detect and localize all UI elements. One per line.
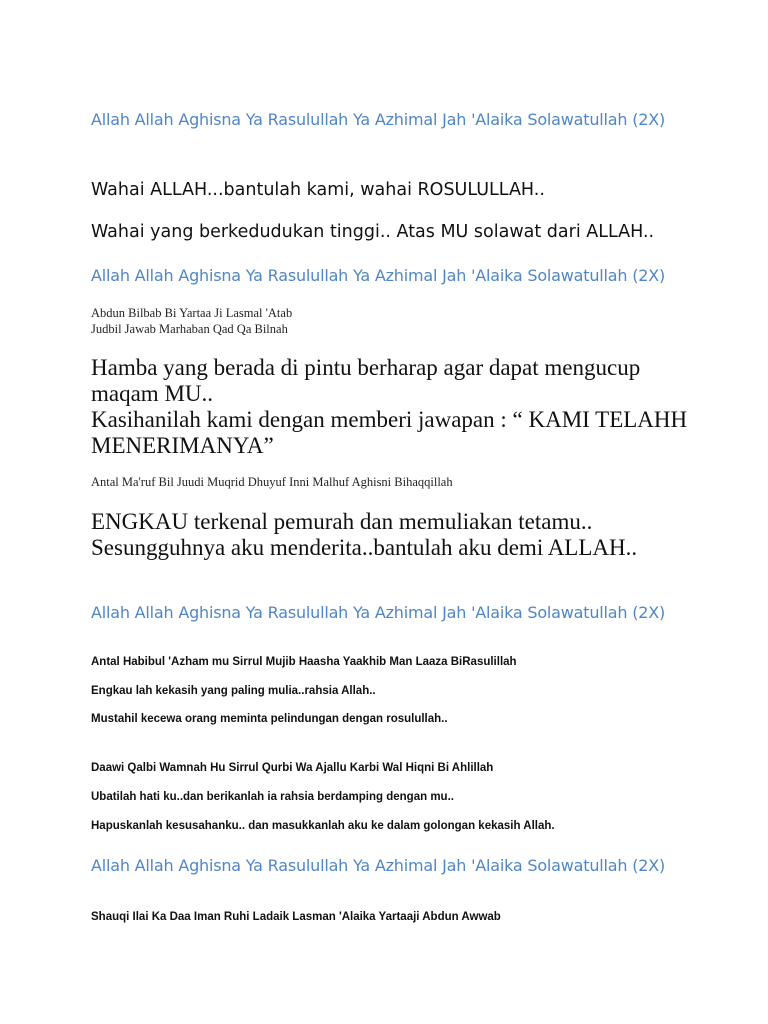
stanza2-trans-1: Hamba yang berada di pintu berharap agar dapat mengucup [91, 355, 641, 380]
refrain-line-4: Allah Allah Aghisna Ya Rasulullah Ya Azhimal Jah 'Alaika Solawatullah (2X) [91, 856, 666, 875]
stanza5-trans-1: Ubatilah hati ku..dan berikanlah ia rahsia berdamping dengan mu.. [91, 791, 454, 803]
stanza2-trans-4: MENERIMANYA” [91, 433, 274, 458]
stanza2-trans-2: maqam MU.. [91, 381, 214, 406]
stanza5-arabic-1: Daawi Qalbi Wamnah Hu Sirrul Qurbi Wa Ajallu Karbi Wal Hiqni Bi Ahlillah [91, 762, 494, 774]
stanza3-arabic-1: Antal Ma'ruf Bil Juudi Muqrid Dhuyuf Inni Malhuf Aghisni Bihaqqillah [91, 475, 453, 489]
stanza1-line-2: Wahai yang berkedudukan tinggi.. Atas MU solawat dari ALLAH.. [91, 222, 655, 242]
refrain-line-3: Allah Allah Aghisna Ya Rasulullah Ya Azhimal Jah 'Alaika Solawatullah (2X) [91, 603, 666, 622]
stanza3-trans-2: Sesungguhnya aku menderita..bantulah aku demi ALLAH.. [91, 535, 638, 560]
stanza3-trans-1: ENGKAU terkenal pemurah dan memuliakan tetamu.. [91, 509, 593, 534]
stanza1-line-1: Wahai ALLAH...bantulah kami, wahai ROSULULLAH.. [91, 180, 545, 200]
stanza5-trans-2: Hapuskanlah kesusahanku.. dan masukkanlah aku ke dalam golongan kekasih Allah. [91, 820, 555, 832]
stanza4-arabic-1: Antal Habibul 'Azham mu Sirrul Mujib Haasha Yaakhib Man Laaza BiRasulillah [91, 656, 517, 668]
refrain-line-1: Allah Allah Aghisna Ya Rasulullah Ya Azhimal Jah 'Alaika Solawatullah (2X) [91, 110, 666, 129]
stanza4-trans-1: Engkau lah kekasih yang paling mulia..rahsia Allah.. [91, 685, 376, 697]
refrain-line-2: Allah Allah Aghisna Ya Rasulullah Ya Azhimal Jah 'Alaika Solawatullah (2X) [91, 266, 666, 285]
stanza2-arabic-2: Judbil Jawab Marhaban Qad Qa Bilnah [91, 322, 288, 336]
stanza2-arabic-1: Abdun Bilbab Bi Yartaa Ji Lasmal 'Atab [91, 306, 293, 320]
stanza2-trans-3: Kasihanilah kami dengan memberi jawapan : “ KAMI TELAHH [91, 407, 688, 432]
stanza4-trans-2: Mustahil kecewa orang meminta pelindungan dengan rosulullah.. [91, 713, 448, 725]
stanza6-arabic-1: Shauqi Ilai Ka Daa Iman Ruhi Ladaik Lasman 'Alaika Yartaaji Abdun Awwab [91, 911, 501, 923]
